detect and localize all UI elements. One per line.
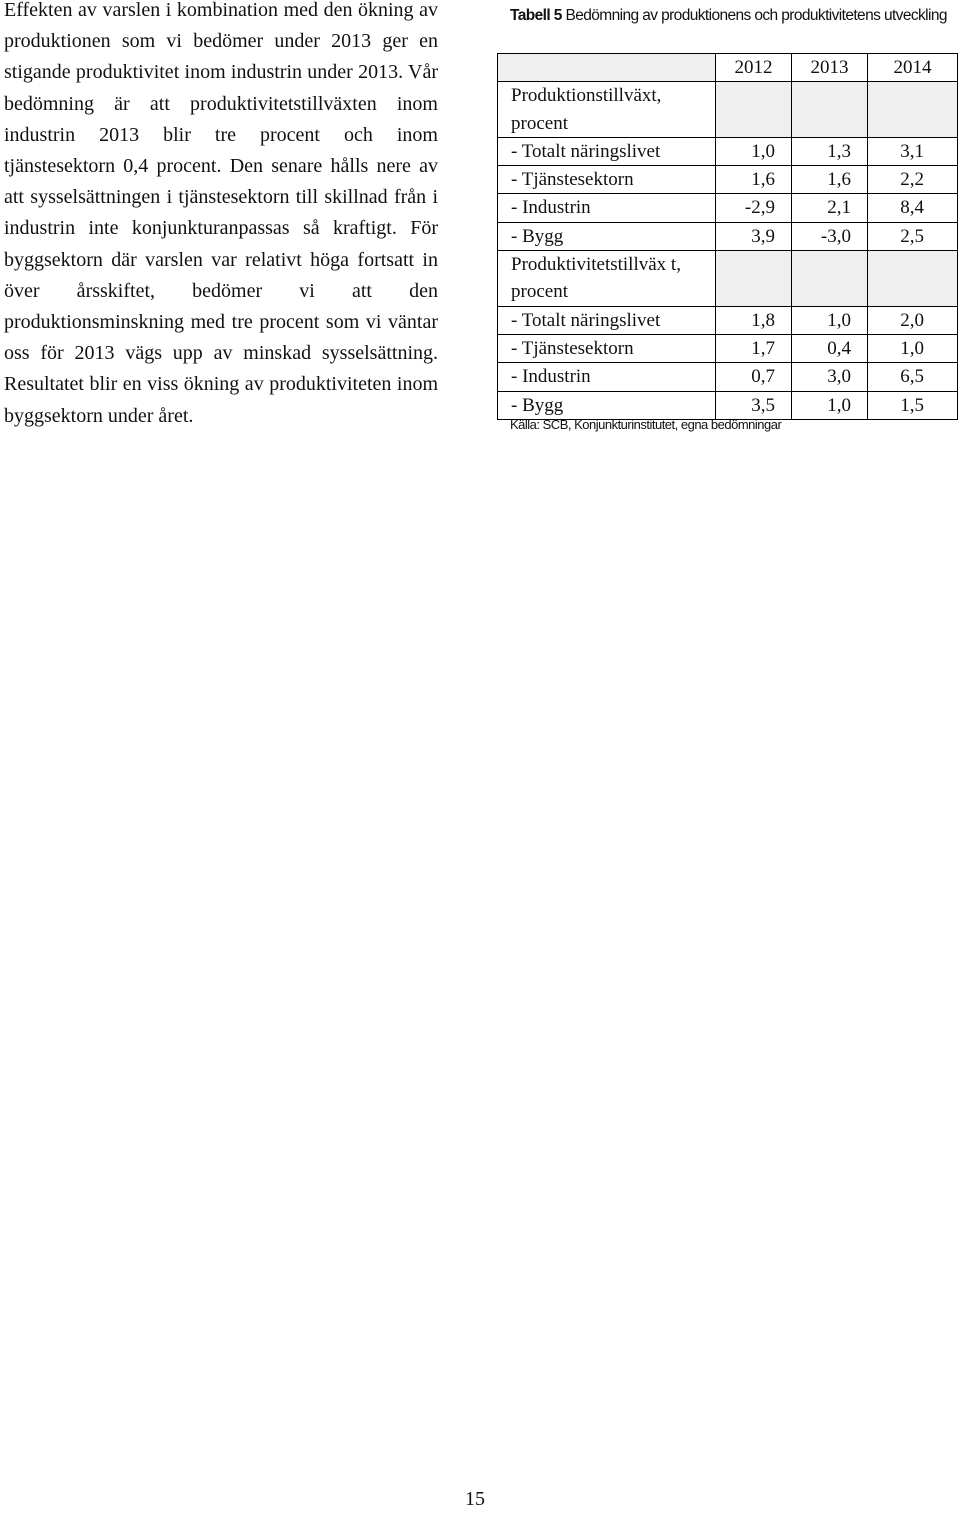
table-row <box>498 166 958 194</box>
table-row-label: - Bygg <box>498 222 716 250</box>
table-row <box>498 194 958 222</box>
table-row <box>498 334 958 362</box>
table-row <box>498 137 958 165</box>
table-row-label: - Tjänstesektorn <box>498 166 716 194</box>
table-cell: 1,0 <box>716 137 792 165</box>
table-header-year: 2013 <box>792 54 868 82</box>
table-cell: -2,9 <box>716 194 792 222</box>
table-cell: 3,9 <box>716 222 792 250</box>
table-cell <box>716 82 792 138</box>
table-header-year: 2012 <box>716 54 792 82</box>
table-cell: 3,1 <box>868 137 958 165</box>
table-header-blank-cell <box>498 54 716 82</box>
table-cell: 0,4 <box>792 334 868 362</box>
table-cell: -3,0 <box>792 222 868 250</box>
table-caption-label: Tabell 5 <box>510 7 562 24</box>
table-header-year: 2014 <box>868 54 958 82</box>
table-row <box>498 306 958 334</box>
table-cell: 6,5 <box>868 363 958 391</box>
table-caption <box>510 1 950 32</box>
table-row-label: - Bygg <box>498 391 716 419</box>
table-row-label: - Totalt näringslivet <box>498 137 716 165</box>
table-cell: 2,1 <box>792 194 868 222</box>
table-row-label: - Industrin <box>498 363 716 391</box>
table-cell <box>868 251 958 307</box>
table-row <box>498 363 958 391</box>
table-caption-text: Bedömning av produktionens och produktivitetens utveckling <box>565 7 947 24</box>
table-cell: 0,7 <box>716 363 792 391</box>
table-row-label: - Industrin <box>498 194 716 222</box>
table-cell: 3,5 <box>716 391 792 419</box>
table-row <box>498 222 958 250</box>
table-cell: 1,6 <box>792 166 868 194</box>
data-table <box>497 53 958 420</box>
table-cell: 2,5 <box>868 222 958 250</box>
table-cell: 1,3 <box>792 137 868 165</box>
table-source-note: Källa: SCB, Konjunkturinstitutet, egna bedömningar <box>510 417 782 432</box>
table-section-row <box>498 251 958 307</box>
table-row <box>498 391 958 419</box>
table-section-title: Produktionstillväxt, procent <box>498 82 716 138</box>
table-row-label: - Tjänstesektorn <box>498 334 716 362</box>
body-paragraph: Effekten av varslen i kombination med den ökning av produktionen som vi bedömer under 2013 ger en stigande produktivitet inom industrin under 2013. Vår bedömning är att produktivitetstillväxten inom industrin 2013 blir tre procent och inom tjänstesektorn 0,4 procent. Den senare hålls nere av att sysselsättningen i tjänstesektorn till skillnad från i industrin inte konjunkturanpassas så kraftigt. För byggsektorn där varslen var relativt höga fortsatt in över årsskiftet, bedömer vi att den produktionsminskning med tre procent som vi väntar oss för 2013 vägs upp av minskad sysselsättning. Resultatet blir en viss ökning av produktiviteten inom byggsektorn under året. <box>4 0 438 427</box>
table-cell <box>716 251 792 307</box>
table-cell: 1,0 <box>868 334 958 362</box>
table-cell: 8,4 <box>868 194 958 222</box>
table-cell: 2,2 <box>868 166 958 194</box>
table-cell: 2,0 <box>868 306 958 334</box>
page-number: 15 <box>465 1488 485 1510</box>
table-cell <box>792 251 868 307</box>
table-cell: 1,0 <box>792 391 868 419</box>
table-row-label: - Totalt näringslivet <box>498 306 716 334</box>
table-cell: 1,0 <box>792 306 868 334</box>
table-section-title: Produktivitetstillväx t, procent <box>498 251 716 307</box>
table-header-row <box>498 54 958 82</box>
table-section-row <box>498 82 958 138</box>
table-cell: 3,0 <box>792 363 868 391</box>
table-cell <box>868 82 958 138</box>
table-cell: 1,8 <box>716 306 792 334</box>
table-cell <box>792 82 868 138</box>
table-cell: 1,7 <box>716 334 792 362</box>
table-cell: 1,6 <box>716 166 792 194</box>
table-cell: 1,5 <box>868 391 958 419</box>
